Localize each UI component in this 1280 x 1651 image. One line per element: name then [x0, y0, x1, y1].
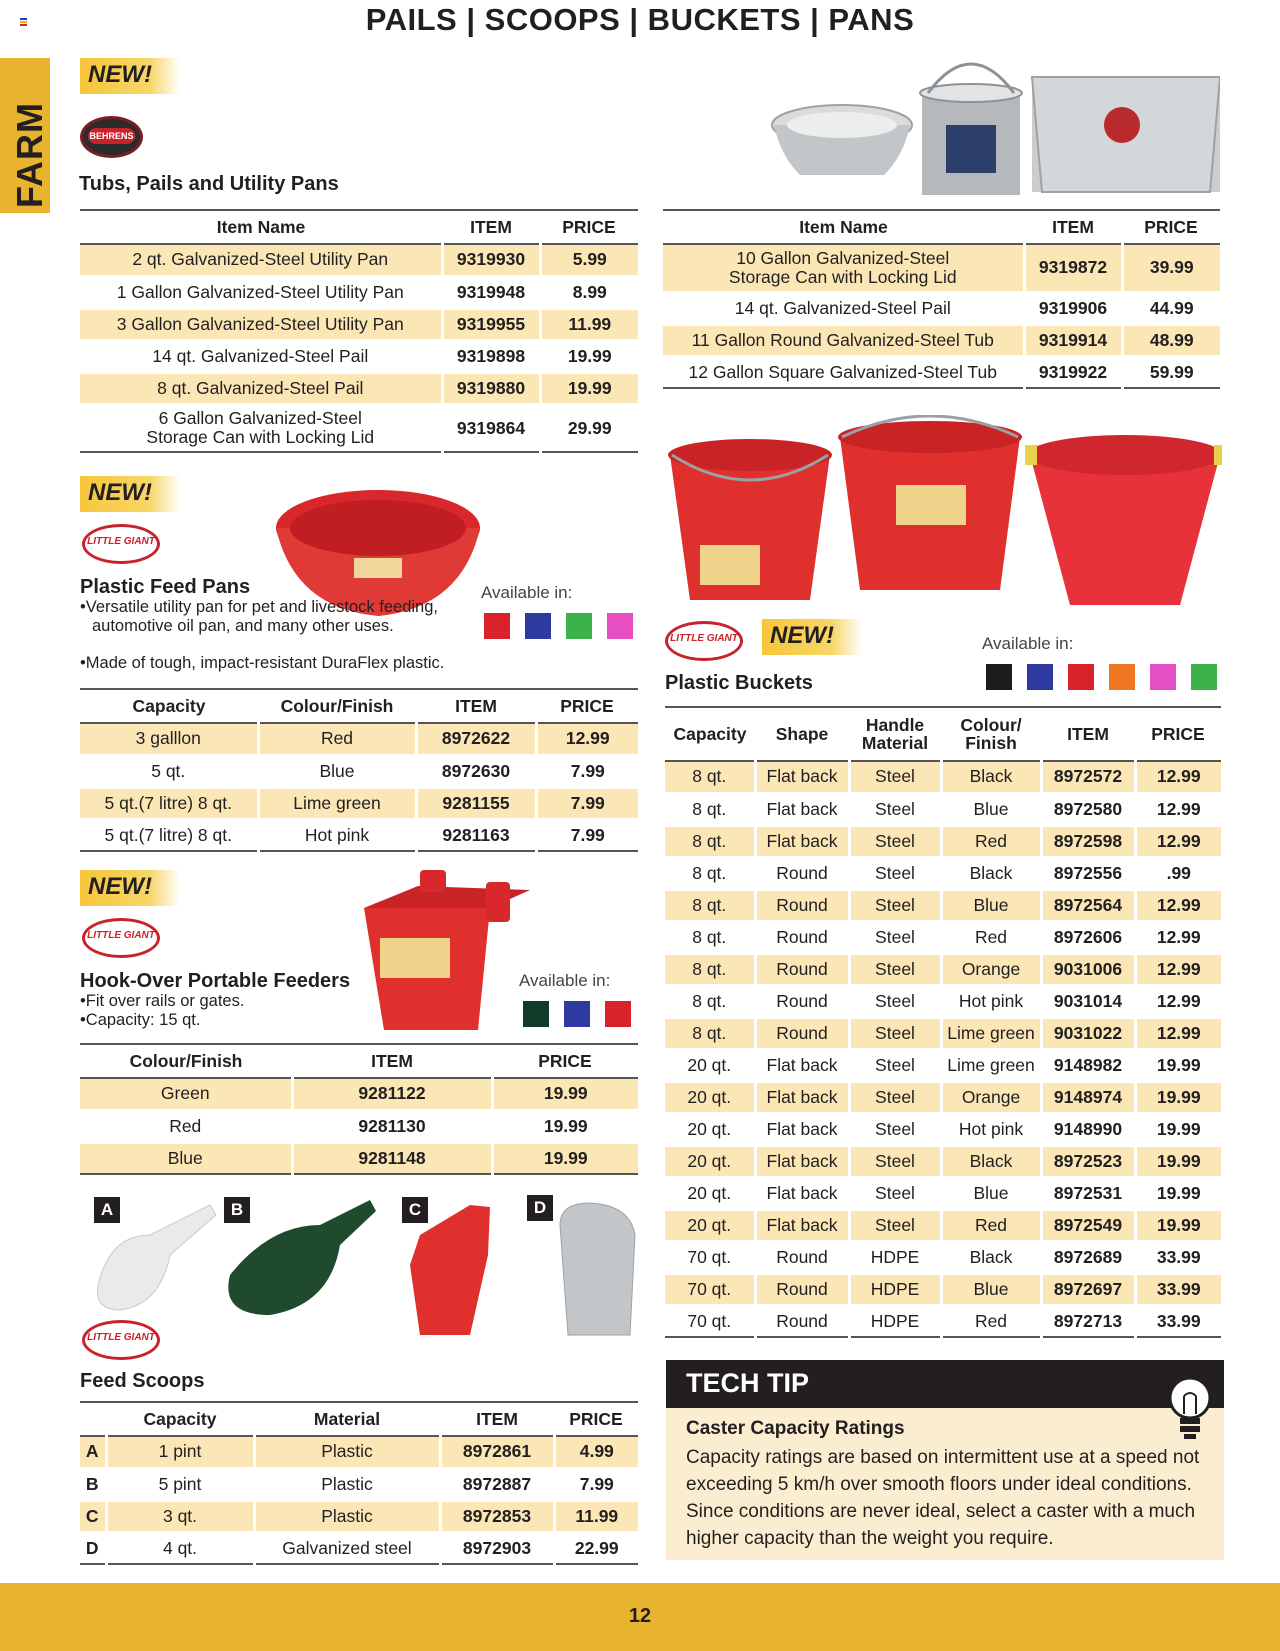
th-item: ITEM [1041, 707, 1135, 761]
side-tab-label: FARM [9, 102, 50, 208]
table-row: B 5 pint Plastic 8972887 7.99 [80, 1468, 638, 1500]
available-label: Available in: [519, 971, 611, 990]
table-row: 3 Gallon Galvanized-Steel Utility Pan 9319955 11.99 [80, 308, 638, 340]
table-row: 70 qt. Round HDPE Red 8972713 33.99 [665, 1305, 1221, 1337]
tubs-table-right [663, 209, 1220, 389]
table-row: 20 qt. Flat back Steel Hot pink 9148990 19.99 [665, 1113, 1221, 1145]
new-badge: NEW! [80, 476, 180, 512]
behrens-logo [80, 116, 143, 158]
table-row: Red 9281130 19.99 [80, 1110, 638, 1142]
th-item: ITEM [440, 1402, 554, 1436]
feed-pans-bullet: •Made of tough, impact-resistant DuraFlex plastic. [80, 654, 445, 672]
table-row: 8 qt. Flat back Steel Blue 8972580 12.99 [665, 793, 1221, 825]
feed-pans-bullet: •Versatile utility pan for pet and livestock feeding, automotive oil pan, and many other uses. [80, 598, 438, 635]
th-capacity: Capacity [106, 1402, 254, 1436]
hook-feeder-image [360, 868, 530, 1033]
th-item: ITEM [442, 210, 540, 244]
color-swatch [1191, 664, 1217, 690]
color-swatch [564, 1001, 590, 1027]
feeders-table [80, 1043, 638, 1175]
table-row: 8 qt. Round Steel Black 8972556 .99 [665, 857, 1221, 889]
feeders-bullet: •Capacity: 15 qt. [80, 1011, 201, 1029]
color-swatch [986, 664, 1012, 690]
little-giant-logo: LITTLE GIANT [82, 1320, 160, 1360]
table-row: 8 qt. Round Steel Orange 9031006 12.99 [665, 953, 1221, 985]
tubs-title: Tubs, Pails and Utility Pans [79, 173, 339, 195]
feeders-bullet: •Fit over rails or gates. [80, 992, 245, 1010]
th-capacity: Capacity [665, 707, 755, 761]
th-price: PRICE [540, 210, 638, 244]
new-badge: NEW! [80, 58, 180, 94]
tubs-table-left [80, 209, 638, 453]
plastic-buckets-image [660, 415, 1222, 610]
feed-pans-title: Plastic Feed Pans [80, 576, 251, 598]
table-row: 8 qt. Round Steel Red 8972606 12.99 [665, 921, 1221, 953]
th-colour: Colour/ Finish [941, 707, 1041, 761]
table-row: 70 qt. Round HDPE Black 8972689 33.99 [665, 1241, 1221, 1273]
page-number: 12 [0, 1583, 1280, 1651]
table-row: D 4 qt. Galvanized steel 8972903 22.99 [80, 1532, 638, 1564]
table-row: 20 qt. Flat back Steel Blue 8972531 19.99 [665, 1177, 1221, 1209]
th-capacity: Capacity [80, 689, 258, 723]
new-badge: NEW! [80, 870, 180, 906]
table-row: 8 qt. Round Steel Hot pink 9031014 12.99 [665, 985, 1221, 1017]
th-price: PRICE [536, 689, 638, 723]
table-row: 14 qt. Galvanized-Steel Pail 9319906 44.99 [663, 292, 1220, 324]
scoop-label-d: D [527, 1195, 553, 1221]
table-row: 70 qt. Round HDPE Blue 8972697 33.99 [665, 1273, 1221, 1305]
table-row: 14 qt. Galvanized-Steel Pail 9319898 19.99 [80, 340, 638, 372]
scoops-table [80, 1401, 638, 1565]
scoop-label-a: A [94, 1197, 120, 1223]
color-swatch [1068, 664, 1094, 690]
side-tab [0, 58, 50, 213]
table-row: 20 qt. Flat back Steel Orange 9148974 19.99 [665, 1081, 1221, 1113]
color-swatch [605, 1001, 631, 1027]
th-colour: Colour/Finish [80, 1044, 292, 1078]
table-row: C 3 qt. Plastic 8972853 11.99 [80, 1500, 638, 1532]
th-price: PRICE [1122, 210, 1220, 244]
table-row: 8 qt. Flat back Steel Black 8972572 12.99 [665, 761, 1221, 793]
little-giant-logo: LITTLE GIANT [82, 524, 160, 564]
table-row: 20 qt. Flat back Steel Black 8972523 19.99 [665, 1145, 1221, 1177]
feeders-title: Hook-Over Portable Feeders [80, 970, 351, 992]
th-item-name: Item Name [663, 210, 1024, 244]
table-row: 1 Gallon Galvanized-Steel Utility Pan 9319948 8.99 [80, 276, 638, 308]
buckets-table [665, 706, 1221, 1338]
table-row: 5 qt.(7 litre) 8 qt. Lime green 9281155 7.99 [80, 787, 638, 819]
th-item: ITEM [292, 1044, 492, 1078]
table-row: Blue 9281148 19.99 [80, 1142, 638, 1174]
th-price: PRICE [554, 1402, 638, 1436]
table-row: 8 qt. Round Steel Lime green 9031022 12.99 [665, 1017, 1221, 1049]
buckets-title: Plastic Buckets [665, 672, 813, 694]
tech-tip-box [666, 1360, 1224, 1560]
th-item: ITEM [416, 689, 536, 723]
th-colour: Colour/Finish [258, 689, 416, 723]
table-row: Green 9281122 19.99 [80, 1078, 638, 1110]
th-item-name: Item Name [80, 210, 442, 244]
tech-tip-header: TECH TIP [666, 1360, 1224, 1408]
color-swatch [525, 613, 551, 639]
table-row: 20 qt. Flat back Steel Lime green 9148982 19.99 [665, 1049, 1221, 1081]
tech-tip-body: Capacity ratings are based on intermittent use at a speed not exceeding 5 km/h over smooth floors under ideal conditions. Since conditions are never ideal, select a caster with a much higher capacity than the weight you require. [686, 1447, 1200, 1549]
feed-pans-table [80, 688, 638, 852]
available-label: Available in: [982, 634, 1074, 653]
behrens-logo-text: BEHRENS [88, 128, 135, 144]
color-swatch [484, 613, 510, 639]
tech-tip-subtitle: Caster Capacity Ratings [686, 1418, 905, 1439]
page-title: PAILS | SCOOPS | BUCKETS | PANS [365, 2, 915, 37]
color-swatch [1150, 664, 1176, 690]
table-row: A 1 pint Plastic 8972861 4.99 [80, 1436, 638, 1468]
table-row: 8 qt. Galvanized-Steel Pail 9319880 19.99 [80, 372, 638, 404]
scoop-label-c: C [402, 1197, 428, 1223]
color-swatch [607, 613, 633, 639]
table-row: 8 qt. Round Steel Blue 8972564 12.99 [665, 889, 1221, 921]
flag-icon [20, 18, 27, 26]
th-material: Material [254, 1402, 440, 1436]
table-row: 11 Gallon Round Galvanized-Steel Tub 9319914 48.99 [663, 324, 1220, 356]
color-swatch [523, 1001, 549, 1027]
table-row: 3 galllon Red 8972622 12.99 [80, 723, 638, 755]
color-swatch [1027, 664, 1053, 690]
table-row: 12 Gallon Square Galvanized-Steel Tub 9319922 59.99 [663, 356, 1220, 388]
scoop-label-b: B [224, 1197, 250, 1223]
table-row: 5 qt.(7 litre) 8 qt. Hot pink 9281163 7.99 [80, 819, 638, 851]
th-item: ITEM [1024, 210, 1122, 244]
table-row: 5 qt. Blue 8972630 7.99 [80, 755, 638, 787]
new-badge: NEW! [762, 619, 862, 655]
little-giant-logo: LITTLE GIANT [82, 918, 160, 958]
lightbulb-icon [1164, 1374, 1216, 1442]
table-row: 6 Gallon Galvanized-Steel Storage Can with Locking Lid 9319864 29.99 [80, 404, 638, 452]
th-price: PRICE [492, 1044, 638, 1078]
table-row: 2 qt. Galvanized-Steel Utility Pan 9319930 5.99 [80, 244, 638, 276]
feed-scoops-image [90, 1195, 640, 1345]
scoops-title: Feed Scoops [80, 1370, 205, 1392]
available-label: Available in: [481, 583, 573, 602]
galvanized-products-image [770, 45, 1220, 195]
table-row: 10 Gallon Galvanized-Steel Storage Can with Locking Lid 9319872 39.99 [663, 244, 1220, 292]
table-row: 20 qt. Flat back Steel Red 8972549 19.99 [665, 1209, 1221, 1241]
little-giant-logo: LITTLE GIANT [665, 621, 743, 661]
color-swatch [1109, 664, 1135, 690]
th-shape: Shape [755, 707, 849, 761]
th-handle-material: Handle Material [849, 707, 941, 761]
table-row: 8 qt. Flat back Steel Red 8972598 12.99 [665, 825, 1221, 857]
color-swatch [566, 613, 592, 639]
th-price: PRICE [1135, 707, 1221, 761]
